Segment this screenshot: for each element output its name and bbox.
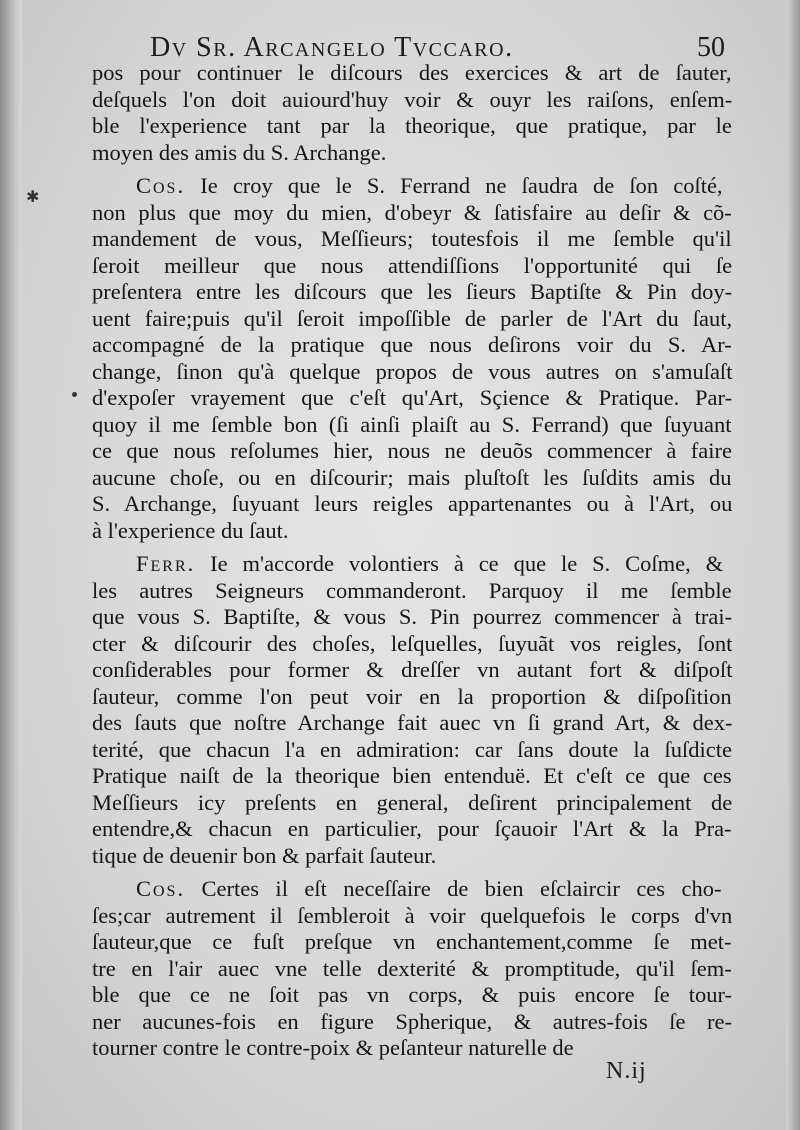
text-line: ble que ce ne ſoit pas vn corps, & puis encore ſe tour-	[92, 982, 732, 1007]
text-line: moyen des amis du S. Archange.	[92, 139, 387, 165]
margin-dot	[72, 392, 77, 397]
text-line: conſiderables pour former & dreſſer vn autant fort & diſpoſt	[92, 657, 733, 682]
text-line: des ſauts que noſtre Archange fait auec vn ſi grand Art, & dex-	[92, 710, 733, 735]
text-line: d'expoſer vrayement que c'eſt qu'Art, Sçience & Pratique. Par-	[92, 385, 733, 410]
text-line: mandement de vous, Meſſieurs; toutesfois il me ſemble qu'il	[92, 226, 732, 251]
paragraph	[92, 60, 732, 166]
text-line: quoy il me ſemble bon (ſi ainſi plaiſt au S. Ferrand) que ſuyuant	[92, 411, 732, 437]
text-line	[92, 876, 732, 903]
text-line: deſquels l'on doit auiourd'huy voir & ouyr les raiſons, enſem-	[92, 86, 733, 112]
text-line: ble l'experience tant par la theorique, que pratique, par le	[92, 113, 732, 138]
text-line: entendre,& chacun en particulier, pour ſçauoir l'Art & la Pra-	[92, 816, 732, 841]
text-line: pos pour continuer le diſcours des exercices & art de ſauter,	[92, 60, 732, 85]
text-line: Meſſieurs icy preſents en general, deſirent principalement de	[92, 789, 733, 815]
page-edge-right	[786, 0, 800, 1130]
paragraph-gap	[92, 869, 732, 876]
text-line: les autres Seigneurs commanderont. Parquoy il me ſemble	[92, 577, 732, 603]
speaker-label: Ferr.	[136, 551, 196, 576]
text-line: tique de deuenir bon & parfait ſauteur.	[92, 842, 437, 868]
text-line: cter & diſcourir des choſes, leſquelles, ſuyuãt vos reigles, ſont	[92, 630, 733, 656]
paragraph-gap	[92, 166, 732, 173]
text-line: tourner contre le contre-poix & peſanteur naturelle de	[92, 1035, 574, 1060]
text-line: non plus que moy du mien, d'obeyr & ſatisfaire au deſir & cõ-	[92, 199, 732, 225]
line-text: Ie m'accorde volontiers à ce que le S. Coſme, &	[210, 551, 724, 576]
paragraph	[92, 173, 732, 544]
line-text: Ie croy que le S. Ferrand ne ſaudra de ſon coſté,	[200, 173, 723, 198]
page-edge-left	[0, 0, 22, 1130]
text-line: ſauteur, comme l'on peut voir en la proportion & diſpoſition	[92, 683, 732, 709]
text-line: que vous S. Baptiſte, & vous S. Pin pourrez commencer à trai-	[92, 604, 733, 629]
paragraph	[92, 551, 732, 869]
text-line: ner aucunes-fois en figure Spherique, & autres-fois ſe re-	[92, 1008, 732, 1034]
page-number: 50	[697, 32, 725, 63]
text-line: ſeroit meilleur que nous attendiſſions l'opportunité qui ſe	[92, 252, 733, 278]
text-line: S. Archange, ſuyuant leurs reigles appartenantes ou à l'Art, ou	[92, 491, 733, 516]
text-line: à l'experience du ſaut.	[92, 517, 289, 543]
margin-ornament: ✱	[26, 187, 40, 206]
text-line	[92, 551, 732, 578]
text-line: Pratique naiſt de la theorique bien entenduë. Et c'eſt ce que ces	[92, 763, 732, 788]
text-line: terité, que chacun l'a en admiration: car ſans doute la ſuſdicte	[92, 736, 732, 762]
text-line: preſentera entre les diſcours que les ſieurs Baptiſte & Pin doy-	[92, 279, 733, 304]
speaker-label: Cos.	[136, 173, 186, 198]
text-line: ſauteur,que ce fuſt preſque vn enchantement,comme ſe met-	[92, 929, 732, 954]
text-line: tre en l'air auec vne telle dexterité & promptitude, qu'il ſem-	[92, 955, 732, 981]
paragraph-gap	[92, 544, 732, 551]
running-title: Dv Sr. Arcangelo Tvccaro.	[150, 32, 514, 63]
paragraph	[92, 876, 732, 1062]
text-line: ſes;car autrement il ſembleroit à voir quelquefois le corps d'vn	[92, 902, 733, 928]
signature-mark: N.ij	[606, 1058, 647, 1084]
text-line: change, ſinon qu'à quelque propos de vous autres on s'amuſaſt	[92, 358, 733, 384]
text-line: uent faire;puis qu'il ſeroit impoſſible de parler de l'Art du ſaut,	[92, 305, 733, 331]
body-text	[92, 60, 732, 1062]
text-line	[92, 173, 732, 200]
line-text: Certes il eſt neceſſaire de bien eſclaircir ces cho-	[201, 876, 722, 901]
text-line: aucune choſe, ou en diſcourir; mais pluſtoſt les ſuſdits amis du	[92, 464, 732, 490]
text-line: accompagné de la pratique que nous deſirons voir du S. Ar-	[92, 332, 732, 357]
text-line: ce que nous reſolumes hier, nous ne deuõs commencer à faire	[92, 438, 733, 463]
speaker-label: Cos.	[136, 876, 186, 901]
